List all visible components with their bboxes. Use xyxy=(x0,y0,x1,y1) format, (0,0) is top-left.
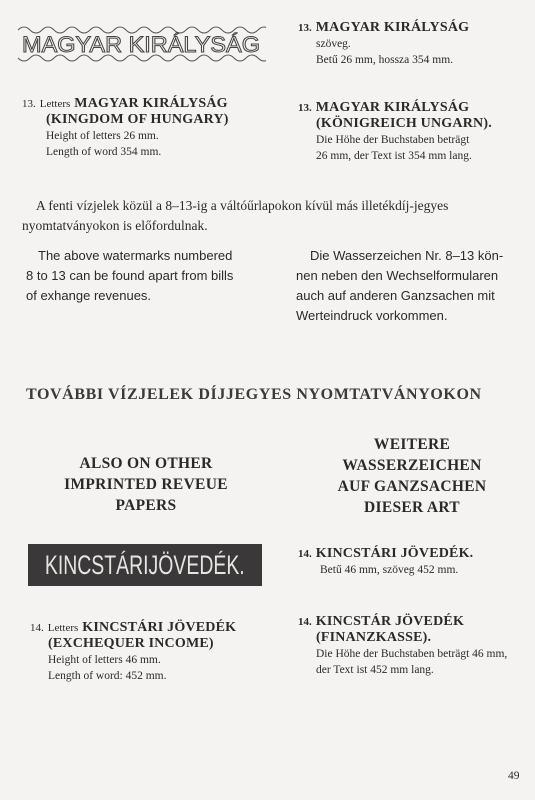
item-13-english xyxy=(22,94,229,160)
heading-line: ALSO ON OTHER xyxy=(79,455,213,472)
watermark-13-text: MAGYAR KIRÁLYSÁG xyxy=(22,32,260,57)
heading-line: IMPRINTED REVEUE xyxy=(64,476,228,493)
note-line: nyomtatványokon is előfordulnak. xyxy=(22,218,208,233)
item-13-german xyxy=(298,98,492,164)
item-description: Die Höhe der Buchstaben beträgt xyxy=(316,134,470,146)
item-title: MAGYAR KIRÁLYSÁG xyxy=(74,96,228,111)
page-number: 49 xyxy=(508,770,520,782)
item-title: MAGYAR KIRÁLYSÁG xyxy=(315,20,470,35)
item-title: KINCSTÁRI JÖVEDÉK. xyxy=(315,546,474,561)
section-heading: TOVÁBBI VÍZJELEK DÍJJEGYES NYOMTATVÁNYOKON xyxy=(26,386,482,403)
heading-english xyxy=(26,453,266,516)
item-number: 13. xyxy=(22,98,36,110)
item-title: MAGYAR KIRÁLYSÁG xyxy=(315,100,470,115)
item-title-translation: (FINANZKASSE). xyxy=(316,630,432,645)
note-line: of exhange revenues. xyxy=(26,288,152,303)
item-number: 13. xyxy=(298,102,312,114)
heading-german xyxy=(296,434,528,518)
item-title-translation: (EXCHEQUER INCOME) xyxy=(48,636,214,651)
item-description: Length of word: 452 mm. xyxy=(48,670,167,682)
item-prefix: Letters xyxy=(47,622,79,634)
item-title: KINCSTÁRI JÖVEDÉK xyxy=(82,620,237,635)
heading-line: AUF GANZSACHEN xyxy=(337,478,487,495)
item-prefix: Letters xyxy=(39,98,71,110)
heading-line: WEITERE xyxy=(373,436,451,453)
note-english xyxy=(26,246,233,306)
note-line: The above watermarks numbered xyxy=(38,248,233,263)
heading-line: WASSERZEICHEN xyxy=(342,457,482,474)
item-number: 14. xyxy=(298,548,312,560)
item-title: KINCSTÁR JÖVEDÉK xyxy=(315,614,465,629)
item-description: szöveg. xyxy=(316,38,351,50)
note-german xyxy=(296,246,503,326)
item-number: 13. xyxy=(298,22,312,34)
item-14-english xyxy=(30,618,236,684)
item-description: Betű 46 mm, szöveg 452 mm. xyxy=(320,564,459,576)
note-line: auch auf anderen Ganzsachen mit xyxy=(296,288,495,303)
item-description: der Text ist 452 mm lang. xyxy=(316,664,434,676)
note-line: Die Wasserzeichen Nr. 8–13 kön- xyxy=(310,248,504,263)
watermark-14-illustration xyxy=(28,544,262,586)
item-14-hungarian xyxy=(298,544,473,578)
item-number: 14. xyxy=(30,622,44,634)
item-description: 26 mm, der Text ist 354 mm lang. xyxy=(316,150,472,162)
watermark-13-svg xyxy=(16,22,266,64)
item-description: Die Höhe der Buchstaben beträgt 46 mm, xyxy=(316,648,508,660)
item-title-translation: (KÖNIGREICH UNGARN). xyxy=(316,116,492,131)
note-line: Werteindruck vorkommen. xyxy=(296,308,448,323)
item-title-translation: (KINGDOM OF HUNGARY) xyxy=(46,112,229,127)
item-description: Height of letters 46 mm. xyxy=(48,654,161,666)
item-14-german xyxy=(298,612,507,678)
item-number: 14. xyxy=(298,616,312,628)
heading-line: DIESER ART xyxy=(364,499,460,516)
watermark-14-text: KINCSTÁRIJÖVEDÉK. xyxy=(45,549,245,580)
note-line: A fenti vízjelek közül a 8–13-ig a váltóűrlapokon kívül más illetékdíj-jegyes xyxy=(36,198,449,213)
note-line: 8 to 13 can be found apart from bills xyxy=(26,268,234,283)
item-description: Length of word 354 mm. xyxy=(46,146,162,158)
item-description: Height of letters 26 mm. xyxy=(46,130,159,142)
note-hungarian xyxy=(22,196,522,236)
item-13-hungarian xyxy=(298,18,469,68)
heading-line: PAPERS xyxy=(115,497,177,514)
note-line: nen neben den Wechselformularen xyxy=(296,268,499,283)
watermark-13-illustration xyxy=(16,22,266,64)
item-description: Betű 26 mm, hossza 354 mm. xyxy=(316,54,454,66)
